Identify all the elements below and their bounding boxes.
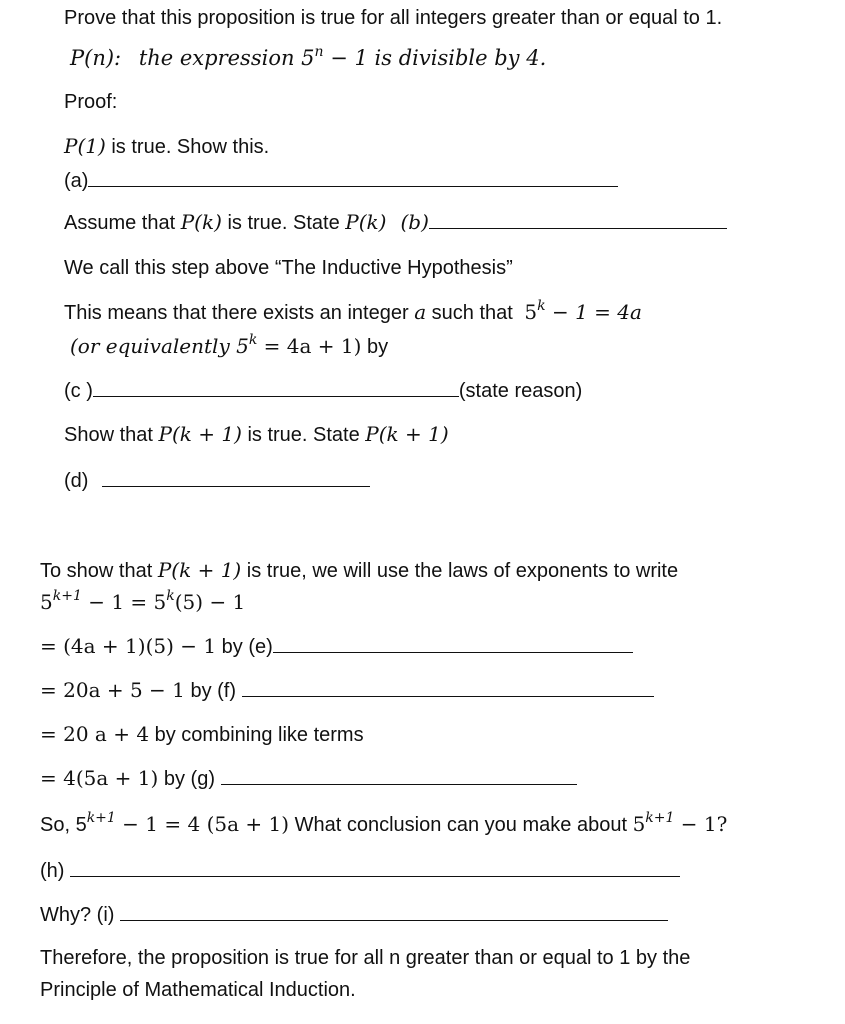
assume-pk: P(k) — [180, 210, 222, 234]
proposition-statement: the expression 5 — [138, 46, 315, 70]
so-mid: − 1 = 4 (5a + 1) — [115, 812, 290, 836]
means-eq-exp: k — [537, 298, 546, 314]
so-text1: So, 5 — [40, 814, 87, 836]
step-e-by: by (e) — [216, 636, 273, 658]
to-show-line1 — [40, 558, 678, 583]
blank-i-label: Why? (i) — [40, 904, 115, 926]
so-end: − 1? — [674, 812, 728, 836]
means-line2-by: by — [361, 336, 389, 358]
to-show-line2 — [40, 590, 245, 615]
blank-i-answer[interactable] — [120, 902, 668, 921]
assume-pk2: P(k) — [345, 210, 387, 234]
step-g-expr: = 4(5a + 1) — [40, 766, 159, 790]
blank-h-row — [40, 858, 680, 883]
means-text2: such that — [426, 302, 519, 324]
so-exp1: k+1 — [86, 810, 116, 826]
inductive-note: We call this step above “The Inductive Hypothesis” — [64, 257, 513, 279]
show-next-pk1: P(k + 1) — [158, 422, 242, 446]
means-line2-rest: = 4a + 1) — [257, 334, 362, 358]
to-show-pk1: P(k + 1) — [157, 558, 242, 582]
to-show-base: 5 — [40, 590, 53, 614]
proposition-name: P(n): — [70, 46, 122, 70]
to-show-text2: is true, we will use the laws of exponents to write — [241, 560, 679, 582]
show-next-text2: is true. State — [241, 424, 366, 446]
blank-c-answer[interactable] — [93, 378, 459, 397]
blank-c-reason: (state reason) — [458, 380, 583, 402]
so-line — [40, 812, 727, 837]
blank-h-answer[interactable] — [70, 858, 680, 877]
base-case — [64, 134, 269, 159]
blank-e-row — [40, 634, 633, 659]
blank-e-answer[interactable] — [273, 634, 633, 653]
blank-a-row — [64, 168, 618, 193]
to-show-mid: − 1 = 5 — [81, 590, 167, 614]
step-g-by: by (g) — [158, 768, 215, 790]
proposition-rest: − 1 is divisible by 4. — [323, 46, 547, 70]
means-var: a — [414, 300, 427, 324]
to-show-exp: k+1 — [52, 588, 82, 604]
combine-expr: = 20 a + 4 — [40, 722, 150, 746]
means-eq-rest: − 1 = 4a — [545, 300, 642, 324]
blank-b-answer[interactable] — [429, 210, 727, 229]
blank-g-answer[interactable] — [221, 766, 577, 785]
blank-d-answer[interactable] — [102, 468, 370, 487]
to-show-exp2: k — [166, 588, 175, 604]
heading: Prove that this proposition is true for all integers greater than or equal to 1. — [64, 7, 723, 29]
combine-by: by combining like terms — [149, 724, 364, 746]
blank-b-label: (b) — [400, 210, 429, 234]
blank-a-answer[interactable] — [88, 168, 618, 187]
proof-label: Proof: — [64, 91, 118, 113]
blank-c-label: (c ) — [64, 380, 93, 402]
blank-f-answer[interactable] — [242, 678, 654, 697]
blank-d-row — [64, 468, 370, 493]
assume-line — [64, 210, 727, 235]
means-line2-exp: k — [248, 332, 258, 348]
means-line1 — [64, 300, 642, 325]
blank-i-row — [40, 902, 668, 927]
means-line2-paren: (or equivalently 5 — [70, 334, 249, 358]
assume-text1: Assume that — [64, 212, 181, 234]
blank-f-row — [40, 678, 654, 703]
blank-d-label: (d) — [64, 470, 89, 492]
conclusion-line2: Principle of Mathematical Induction. — [40, 979, 356, 1001]
to-show-text1: To show that — [40, 560, 158, 582]
base-case-text: is true. Show this. — [105, 136, 270, 158]
proposition — [70, 46, 546, 71]
so-question: What conclusion can you make about — [289, 814, 633, 836]
show-next-text1: Show that — [64, 424, 159, 446]
so-base2: 5 — [632, 812, 646, 836]
show-next-pk1b: P(k + 1) — [365, 422, 449, 446]
blank-h-label: (h) — [40, 860, 65, 882]
step-f-expr: = 20a + 5 − 1 — [40, 678, 185, 702]
means-line2 — [70, 334, 388, 359]
blank-g-row — [40, 766, 577, 791]
blank-a-label: (a) — [64, 170, 89, 192]
base-case-prefix: P(1) — [64, 134, 106, 158]
combine-row — [40, 722, 364, 747]
proposition-exponent: n — [314, 44, 324, 60]
step-e-expr: = (4a + 1)(5) − 1 — [40, 634, 217, 658]
step-f-by: by (f) — [184, 680, 237, 702]
means-eq-base: 5 — [524, 300, 538, 324]
show-next-line — [64, 422, 449, 447]
blank-c-row — [64, 378, 582, 403]
assume-text2: is true. State — [221, 212, 346, 234]
means-text: This means that there exists an integer — [64, 302, 415, 324]
to-show-rest: (5) − 1 — [174, 590, 246, 614]
conclusion-line1: Therefore, the proposition is true for all n greater than or equal to 1 by the — [40, 947, 691, 969]
so-exp2: k+1 — [645, 810, 675, 826]
